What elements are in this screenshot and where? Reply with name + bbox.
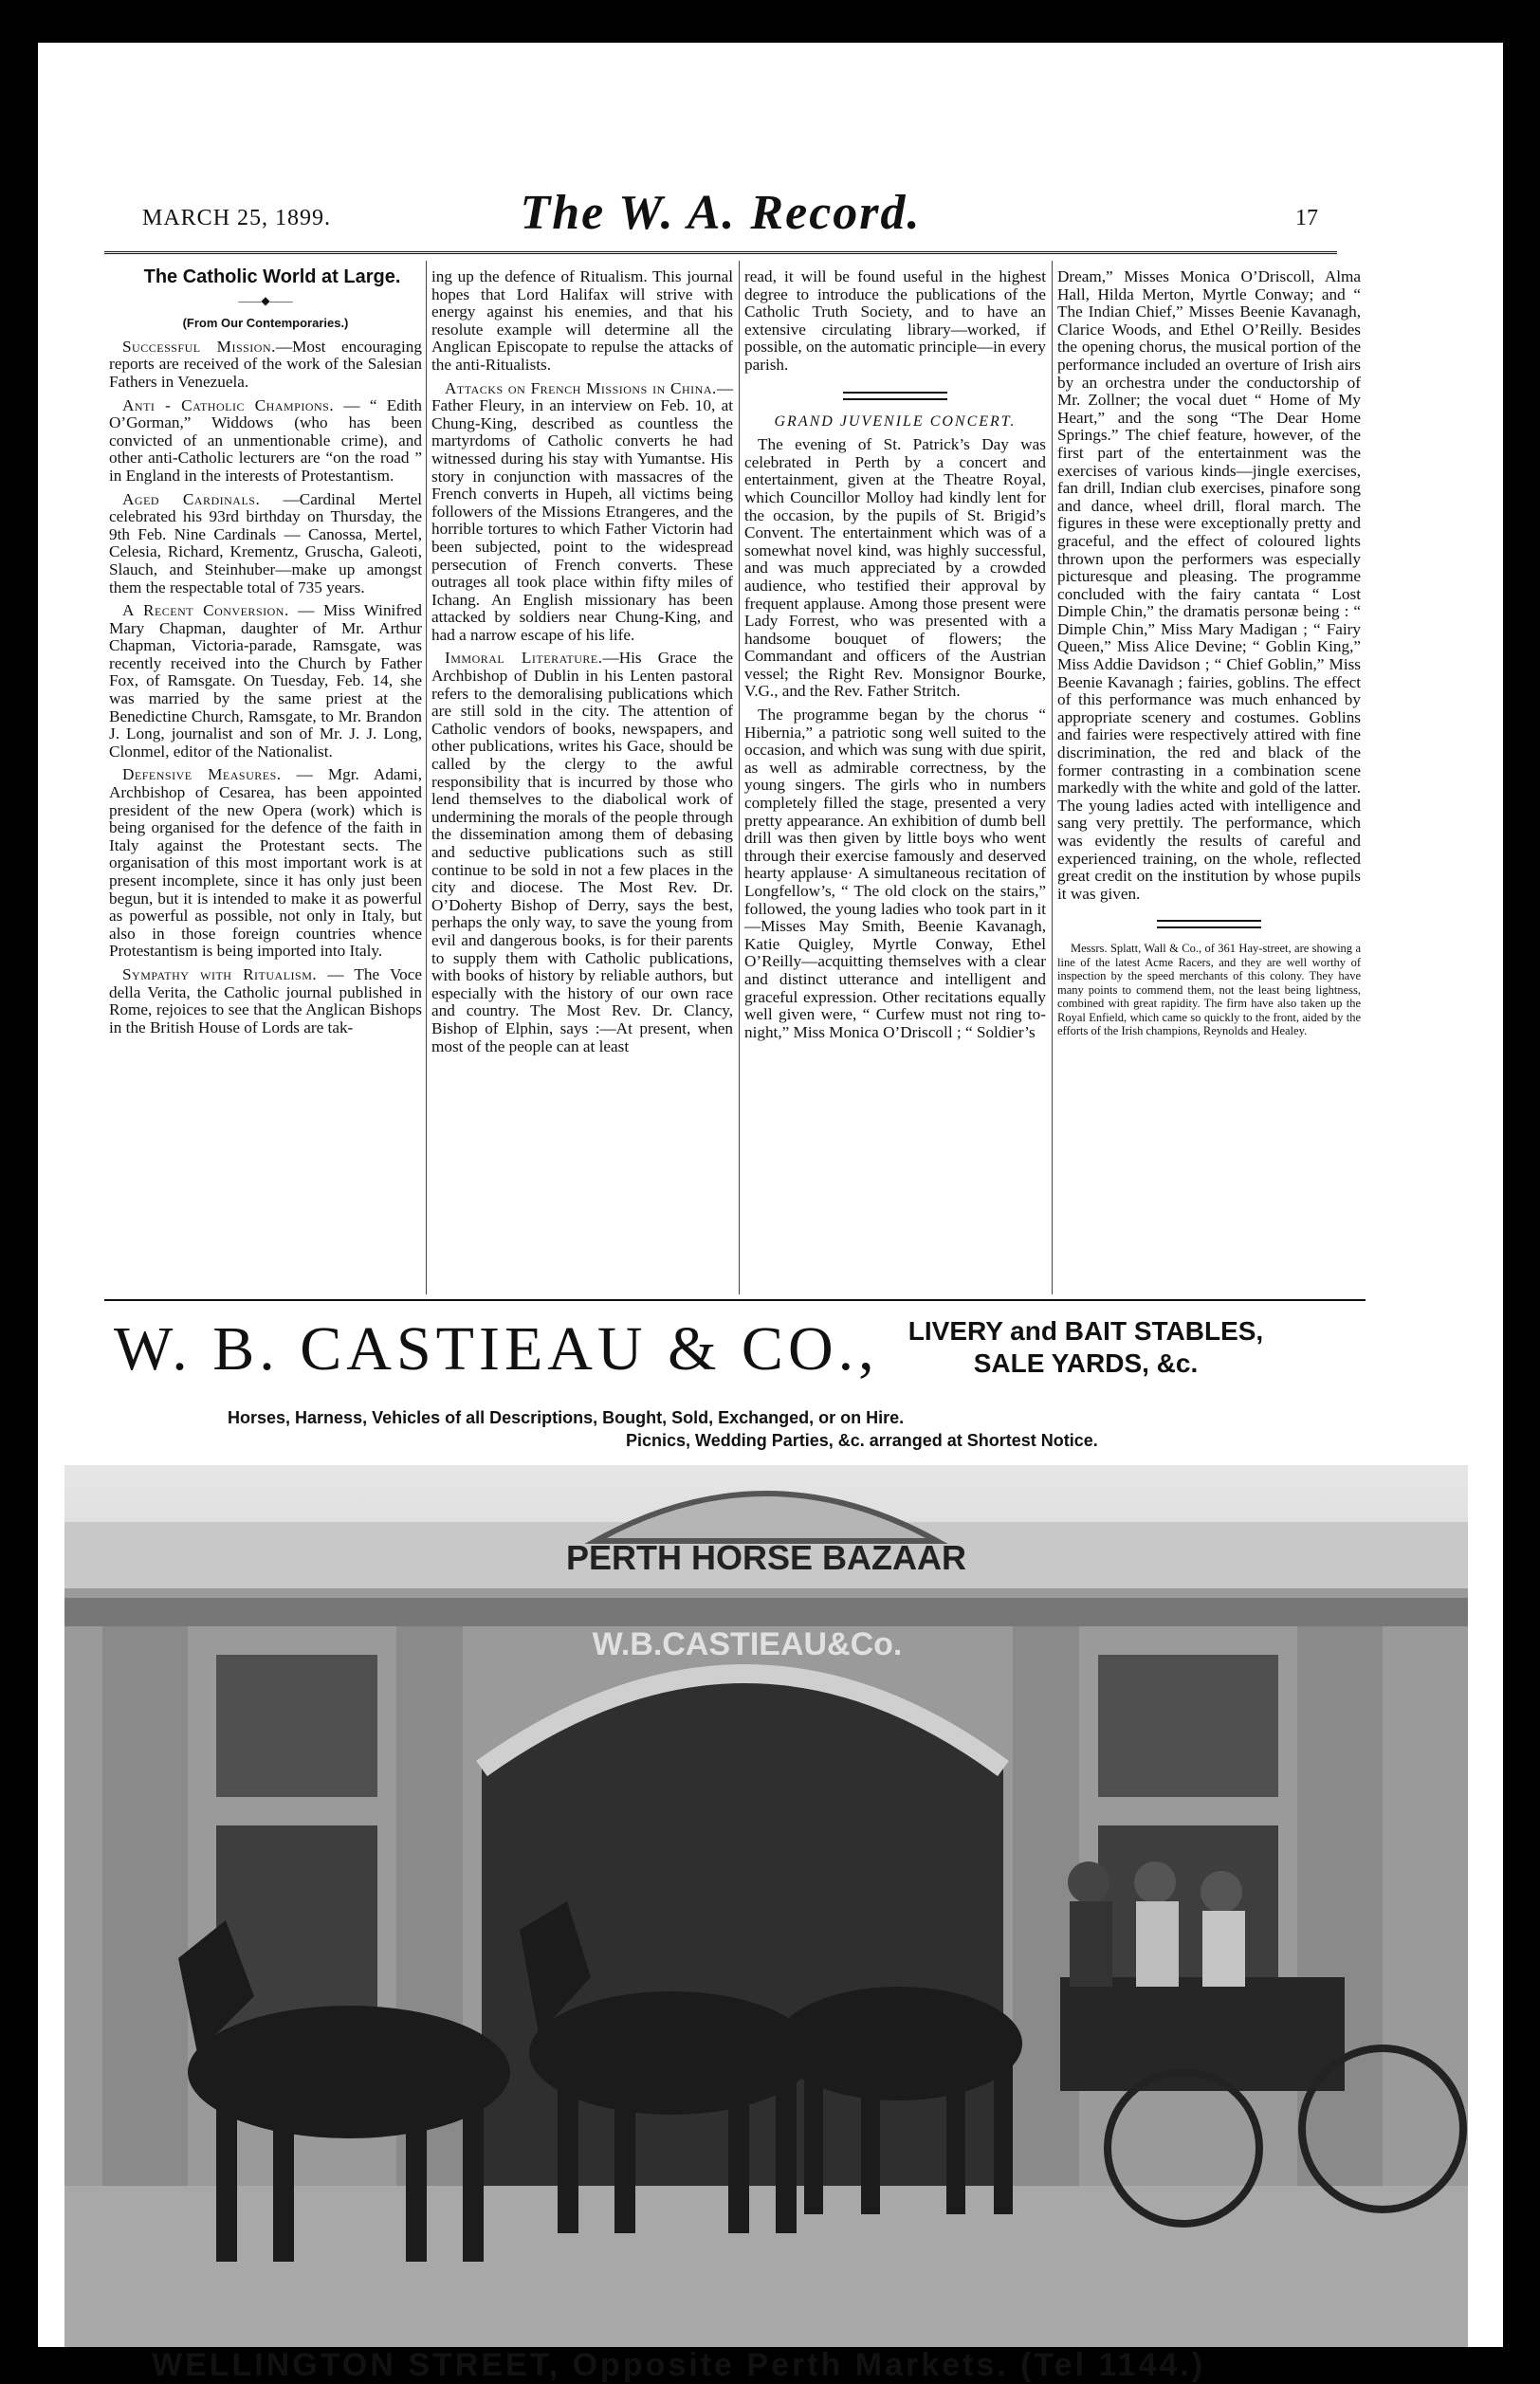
stables-illustration — [64, 1465, 1468, 2347]
article-list — [431, 268, 733, 1055]
cycling-note: Messrs. Splatt, Wall & Co., of 361 Hay-street, are showing a line of the latest Acme Racers, and they are well worthy of inspection by the speed merchants of this colony. They have many points to commend them, not the least being lightness, combined with great rapidity. The firm have also taken up the Royal Enfield, which came so quickly to the front, aided by the efforts of the Irish champions, Reynolds and Healey. — [1057, 942, 1361, 1038]
ad-description-2: Picnics, Wedding Parties, &c. arranged at Shortest Notice. — [626, 1431, 1098, 1450]
column-2 — [431, 268, 733, 1293]
article-paragraph: read, it will be found useful in the highest degree to introduce the publications of the Catholic Truth Society, and to have an extensive circulating library—worked, if possible, on the automatic principle—in every parish. — [744, 267, 1046, 374]
column-divider — [739, 261, 740, 1294]
page-number: 17 — [1295, 206, 1318, 230]
article-paragraph — [109, 766, 422, 961]
ad-services-line2: SALE YARDS, &c. — [973, 1348, 1199, 1378]
ad-services-line1: LIVERY and BAIT STABLES, — [908, 1316, 1264, 1346]
building-sign: PERTH HORSE BAZAAR — [565, 1538, 967, 1577]
masthead — [104, 185, 1337, 254]
section-heading: The Catholic World at Large. — [143, 266, 401, 287]
issue-date: MARCH 25, 1899. — [142, 206, 332, 230]
article-text: —His Grace the Archbishop of Dublin in his Lenten pastoral refers to the demoralising publications which are still sold in the city. The attention of Catholic vendors of books, newspapers, and other publications, writes his Gace, should be called by the clergy to the awful responsibility that is incurred by those who lend themselves to the diabolical work of undermining the morals of the people through the dissemination among them of debasing and seductive publications such as still continue to be sold in not a few places in the city and diocese. The Most Rev. Dr. O’Doherty Bishop of Derry, says the best, perhaps the only way, to save the young from evil and dangerous books, is for their parents to supply them with Catholic publications, with books of history by reliable authors, but especially with the history of our own race and country. The Most Rev. Dr. Clancy, Bishop of Elphin, says :—At present, when most of the people can at least — [431, 649, 733, 1055]
article-text: —Most encouraging reports are received of the work of the Salesian Fathers in Venezuela. — [109, 337, 422, 391]
article-text: — Miss Winifred Mary Chapman, daughter of Mr. Arthur Chapman, Victoria-parade, Ramsgate, was recently received into the Church by Father Fox, of Ramsgate. On Tuesday, Feb. 14, she was married by the same priest at the Benedictine Church, Ramsgate, to Mr. Brandon J. Long, journalist and son of Mr. J. J. Long, Clonmel, editor of the Nationalist. — [109, 601, 422, 761]
article-paragraph — [431, 650, 733, 1055]
article-lead: Anti - Catholic Champions. — [122, 395, 335, 414]
column-1 — [109, 268, 422, 1293]
article-paragraph — [431, 380, 733, 645]
ad-firm-name: W. B. CASTIEAU & CO., — [114, 1314, 879, 1384]
article-list — [109, 339, 422, 1037]
article-list — [744, 436, 1046, 1041]
section-rule — [1157, 920, 1261, 928]
article-paragraph — [109, 966, 422, 1036]
article-lead: Aged Cardinals. — [122, 489, 261, 508]
article-paragraph: The evening of St. Patrick’s Day was celebrated in Perth by a concert and entertainment, given at the Theatre Royal, which Councillor Molloy had kindly lent for the occasion, by the pupils of St. Brigid’s Convent. The entertainment which was of a somewhat novel kind, was highly successful, and was much appreciated by a crowded audience, who testified their approval by frequent applause. Among those present were Lady Forrest, who was presented with a handsome bouquet of flowers; the Commandant and officers of the Austrian vessel; the Right Rev. Monsignor Bourke, V.G., and the Rev. Father Stritch. — [744, 435, 1046, 701]
column-4 — [1057, 268, 1361, 1293]
article-paragraph — [109, 397, 422, 486]
column-divider — [1052, 261, 1053, 1294]
article-lead: Immoral Literature. — [445, 649, 603, 668]
article-list — [1057, 268, 1361, 903]
section-rule — [843, 392, 947, 400]
article-text: —Cardinal Mertel celebrated his 93rd birthday on Thursday, the 9th Feb. Nine Cardinals — Canossa, Mertel, Celesia, Richard, Krementz, Gruscha, Galeoti, Slauch, and Steinhuber—make up amongst them the respectable total of 735 years. — [109, 489, 422, 596]
building-sign-2: W.B.CASTIEAU&Co. — [592, 1626, 903, 1662]
article-paragraph — [109, 602, 422, 761]
column-divider — [426, 261, 427, 1294]
article-text: —Father Fleury, in an interview on Feb. 10, at Chung-King, described as countless the martyrdoms of Catholic converts he had witnessed during his stay with Yumantse. His story in conjunction with massacres of the French converts in Hupeh, all victims being followers of the Missions Etrangeres, and the horrible tortures to which Father Victorin had been subjected, point to the widespread persecution of French converts. These outrages all took place within fifty miles of Ichang. An English missionary has been attacked by soldiers near Chung-King, and had a narrow escape of his life. — [431, 378, 733, 644]
column-3 — [744, 268, 1046, 1293]
article-paragraph: Dream,” Misses Monica O’Driscoll, Alma Hall, Hilda Merton, Myrtle Conway; and “ The Indian Chief,” Misses Beenie Kavanagh, Clarice Woods, and Ethel O’Reilly. Besides the opening chorus, the musical portion of the performance included an overture of Irish airs by an orchestra under the conductorship of Mr. Zollner; the vocal duet “ Home of My Heart,” and the song “The Dear Home Springs.” The chief feature, however, of the first part of the entertainment was the exercises of various kinds—jingle exercises, fan drill, Indian club exercises, pinafore song and dance, wheel drill, floral march. The figures in these were exceptionally pretty and graceful, and the effect of coloured lights thrown upon the performers was especially picturesque and pleasing. The programme concluded with the fairy cantata “ Lost Dimple Chin,” the dramatis personæ being : “ Dimple Chin,” Miss Mary Madigan ; “ Fairy Queen,” Miss Alice Devine; “ Goblin King,” Miss Addie Davidson ; “ Chief Goblin,” Miss Beenie Kavanagh ; fairies, goblins. The effect of this performance was much enhanced by appropriate scenery and costumes. Goblins and fairies were respectively attired with fine discrimination, the red and black of the former contrasting in a combination scene markedly with the white and gold of the latter. The young ladies acted with intelligence and sang very prettily. The performance, which was evidently the results of careful and experienced training, on the whole, reflected great credit on the institution by whose pupils it was given. — [1057, 267, 1361, 903]
article-lead: Attacks on French Missions in China. — [445, 378, 717, 397]
article-lead: Sympathy with Ritualism. — [122, 964, 318, 983]
ad-services — [834, 1315, 1337, 1380]
article-lead: Defensive Measures. — [122, 765, 282, 784]
article-text: — The Voce della Verita, the Catholic journal published in Rome, rejoices to see that the Anglican Bishops in the British House of Lords are tak- — [109, 964, 422, 1036]
newspaper-page — [38, 43, 1503, 2383]
concert-heading: GRAND JUVENILE CONCERT. — [774, 413, 1017, 430]
ad-address: WELLINGTON STREET, Opposite Perth Markets. (Tel 1144.) — [152, 2347, 1206, 2383]
ornament-divider: ——◆—— — [238, 293, 293, 307]
article-text: ing up the defence of Ritualism. This journal hopes that Lord Halifax will strive with energy against his enemies, and that his resolute example will determine all the Anglican Episcopate to repulse the attacks of the anti-Ritualists. — [431, 267, 733, 374]
stables-photograph — [64, 1465, 1468, 2347]
article-lead: A Recent Conversion. — [122, 601, 289, 620]
newspaper-title: The W. A. Record. — [520, 186, 922, 240]
ad-description: Horses, Harness, Vehicles of all Descriptions, Bought, Sold, Exchanged, or on Hire. — [228, 1408, 905, 1427]
article-text: — “ Edith O’Gorman,” Widdows (who has been convicted of an unmentionable crime), and other anti-Catholic lecturers are “on the road ” in England in the interests of Protestantism. — [109, 395, 422, 485]
article-paragraph: The programme began by the chorus “ Hibernia,” a patriotic song well suited to the occasion, and which was sung with due spirit, as well as admirable correctness, by the young singers. The girls who in numbers completely filled the stage, presented a very pretty appearance. An exhibition of dumb bell drill was then given by little boys who went through their exercise famously and deserved hearty applause· A simultaneous recitation of Longfellow’s, “ The old clock on the stairs,” followed, the young ladies who took part in it—Misses May Smith, Beenie Kavanagh, Katie Quigley, Myrtle Conway, Ethel O’Reilly—acquitting themselves with a clear and distinct utterance and intelligent and graceful expression. Other recitations equally well given were, “ Curfew must not ring to-night,” Miss Monica O’Driscoll ; “ Soldier’s — [744, 706, 1046, 1041]
source-note: (From Our Contemporaries.) — [182, 316, 349, 331]
article-text: — Mgr. Adami, Archbishop of Cesarea, has been appointed president of the new Opera (work) which is being organised for the defence of the faith in Italy against the Protestant sects. The organisation of this most important work is at present incomplete, since it has only just been begun, but it is intended to make it as powerful as powerful as possible, not only in Italy, but also in those foreign countries whence Protestantism is being imported into Italy. — [109, 765, 422, 961]
article-lead: Successful Mission. — [122, 337, 276, 356]
page-rule — [104, 1299, 1366, 1301]
article-paragraph — [109, 339, 422, 392]
article-paragraph — [109, 491, 422, 597]
article-paragraph — [431, 268, 733, 375]
